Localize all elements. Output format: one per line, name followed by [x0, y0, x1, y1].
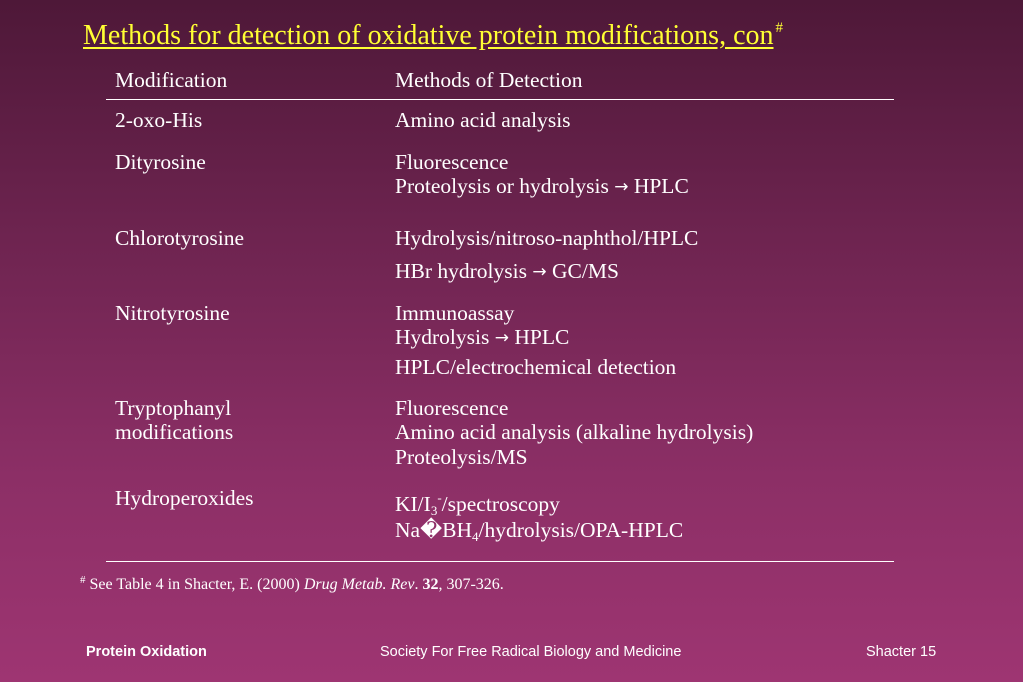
row-method: Proteolysis or hydrolysis → HPLC: [395, 174, 689, 198]
arrow-right-icon: →: [532, 262, 547, 282]
row-method: Hydrolysis/nitroso-naphthol/HPLC: [395, 226, 699, 250]
footer-left: Protein Oxidation: [86, 644, 207, 660]
row-modification-nitrotyrosine: Nitrotyrosine: [115, 301, 230, 325]
ki-part-b: /spectroscopy: [441, 492, 560, 516]
footnote-text: See Table 4 in Shacter, E. (2000): [89, 576, 304, 593]
row-method: HPLC/electrochemical detection: [395, 355, 677, 379]
arrow-right-icon: →: [494, 328, 509, 348]
row-method: Proteolysis/MS: [395, 445, 528, 469]
row-method: Amino acid analysis: [395, 108, 571, 132]
footnote: [80, 574, 504, 594]
row-method: Amino acid analysis (alkaline hydrolysis): [395, 420, 754, 444]
row-method-nabh4: [395, 518, 683, 549]
table-bottom-divider: [106, 561, 894, 562]
row-modification-hydroperoxides: Hydroperoxides: [115, 486, 254, 510]
slide-title-text: Methods for detection of oxidative protein modifications, con: [83, 20, 774, 51]
row-method: Immunoassay: [395, 301, 515, 325]
ki-subscript: 3: [430, 503, 438, 518]
title-footnote-mark: #: [775, 20, 783, 36]
row-modification-tryptophanyl: Tryptophanyl: [115, 396, 232, 420]
footnote-journal: Drug Metab. Rev: [303, 576, 415, 593]
na-part-a: Na�BH: [395, 518, 472, 542]
na-part-b: /hydrolysis/OPA-HPLC: [478, 518, 684, 542]
ki-superscript: -: [437, 490, 442, 505]
row-modification-2-oxo-his: 2-oxo-His: [115, 108, 203, 132]
header-divider: [106, 99, 894, 100]
row-method: Fluorescence: [395, 150, 509, 174]
row-modification-dityrosine: Dityrosine: [115, 150, 206, 174]
row-method: HBr hydrolysis → GC/MS: [395, 259, 619, 283]
row-modification-tryptophanyl-line2: modifications: [115, 420, 234, 444]
table-header-methods: Methods of Detection: [395, 68, 583, 92]
slide-title: [83, 20, 783, 52]
footnote-volume: 32: [422, 576, 439, 593]
row-method: Fluorescence: [395, 396, 509, 420]
row-method: Hydrolysis → HPLC: [395, 325, 570, 349]
arrow-right-icon: →: [614, 177, 629, 197]
footer-center: Society For Free Radical Biology and Medicine: [380, 644, 682, 660]
footnote-dot: .: [414, 576, 423, 593]
na-subscript: 4: [471, 529, 479, 544]
row-modification-chlorotyrosine: Chlorotyrosine: [115, 226, 244, 250]
footnote-mark: #: [80, 574, 86, 586]
ki-part-a: KI/I: [395, 492, 431, 516]
footer-right: Shacter 15: [866, 644, 937, 660]
table-header-modification: Modification: [115, 68, 228, 92]
footnote-pages: , 307-326.: [438, 576, 504, 593]
